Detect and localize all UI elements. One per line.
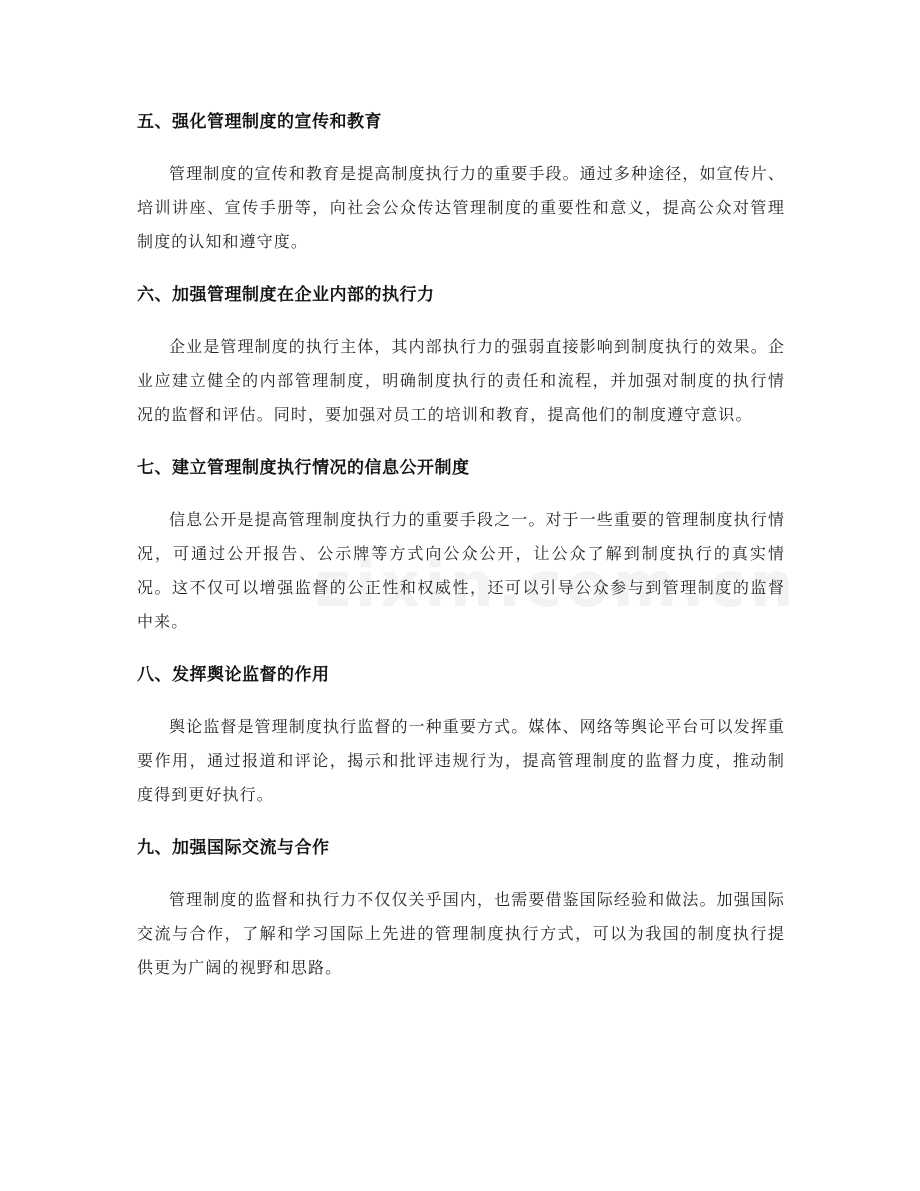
section-paragraph: 企业是管理制度的执行主体，其内部执行力的强弱直接影响到制度执行的效果。企业应建立健全的内部管理制度，明确制度执行的责任和流程，并加强对制度的执行情况的监督和评估。同时，要加强对员工的培训和教育，提高他们的制度遵守意识。 bbox=[137, 337, 785, 424]
section-paragraph: 管理制度的宣传和教育是提高制度执行力的重要手段。通过多种途径，如宣传片、培训讲座、宣传手册等，向社会公众传达管理制度的重要性和意义，提高公众对管理制度的认知和遵守度。 bbox=[137, 164, 785, 251]
section-7 bbox=[137, 454, 785, 639]
section-paragraph: 信息公开是提高管理制度执行力的重要手段之一。对于一些重要的管理制度执行情况，可通过公开报告、公示牌等方式向公众公开，让公众了解到制度执行的真实情况。这不仅可以增强监督的公正性和权威性，还可以引导公众参与到管理制度的监督中来。 bbox=[137, 510, 785, 631]
section-8 bbox=[137, 661, 785, 812]
section-9 bbox=[137, 834, 785, 985]
section-heading: 六、加强管理制度在企业内部的执行力 bbox=[137, 285, 435, 305]
section-heading: 五、强化管理制度的宣传和教育 bbox=[137, 112, 382, 132]
section-heading: 九、加强国际交流与合作 bbox=[137, 838, 330, 858]
section-paragraph: 管理制度的监督和执行力不仅仅关乎国内，也需要借鉴国际经验和做法。加强国际交流与合作，了解和学习国际上先进的管理制度执行方式，可以为我国的制度执行提供更为广阔的视野和思路。 bbox=[137, 890, 785, 977]
section-5 bbox=[137, 108, 785, 259]
section-6 bbox=[137, 281, 785, 432]
document-content bbox=[137, 108, 785, 1007]
section-heading: 八、发挥舆论监督的作用 bbox=[137, 665, 330, 685]
section-heading: 七、建立管理制度执行情况的信息公开制度 bbox=[137, 458, 470, 478]
section-paragraph: 舆论监督是管理制度执行监督的一种重要方式。媒体、网络等舆论平台可以发挥重要作用，通过报道和评论，揭示和批评违规行为，提高管理制度的监督力度，推动制度得到更好执行。 bbox=[137, 717, 785, 804]
